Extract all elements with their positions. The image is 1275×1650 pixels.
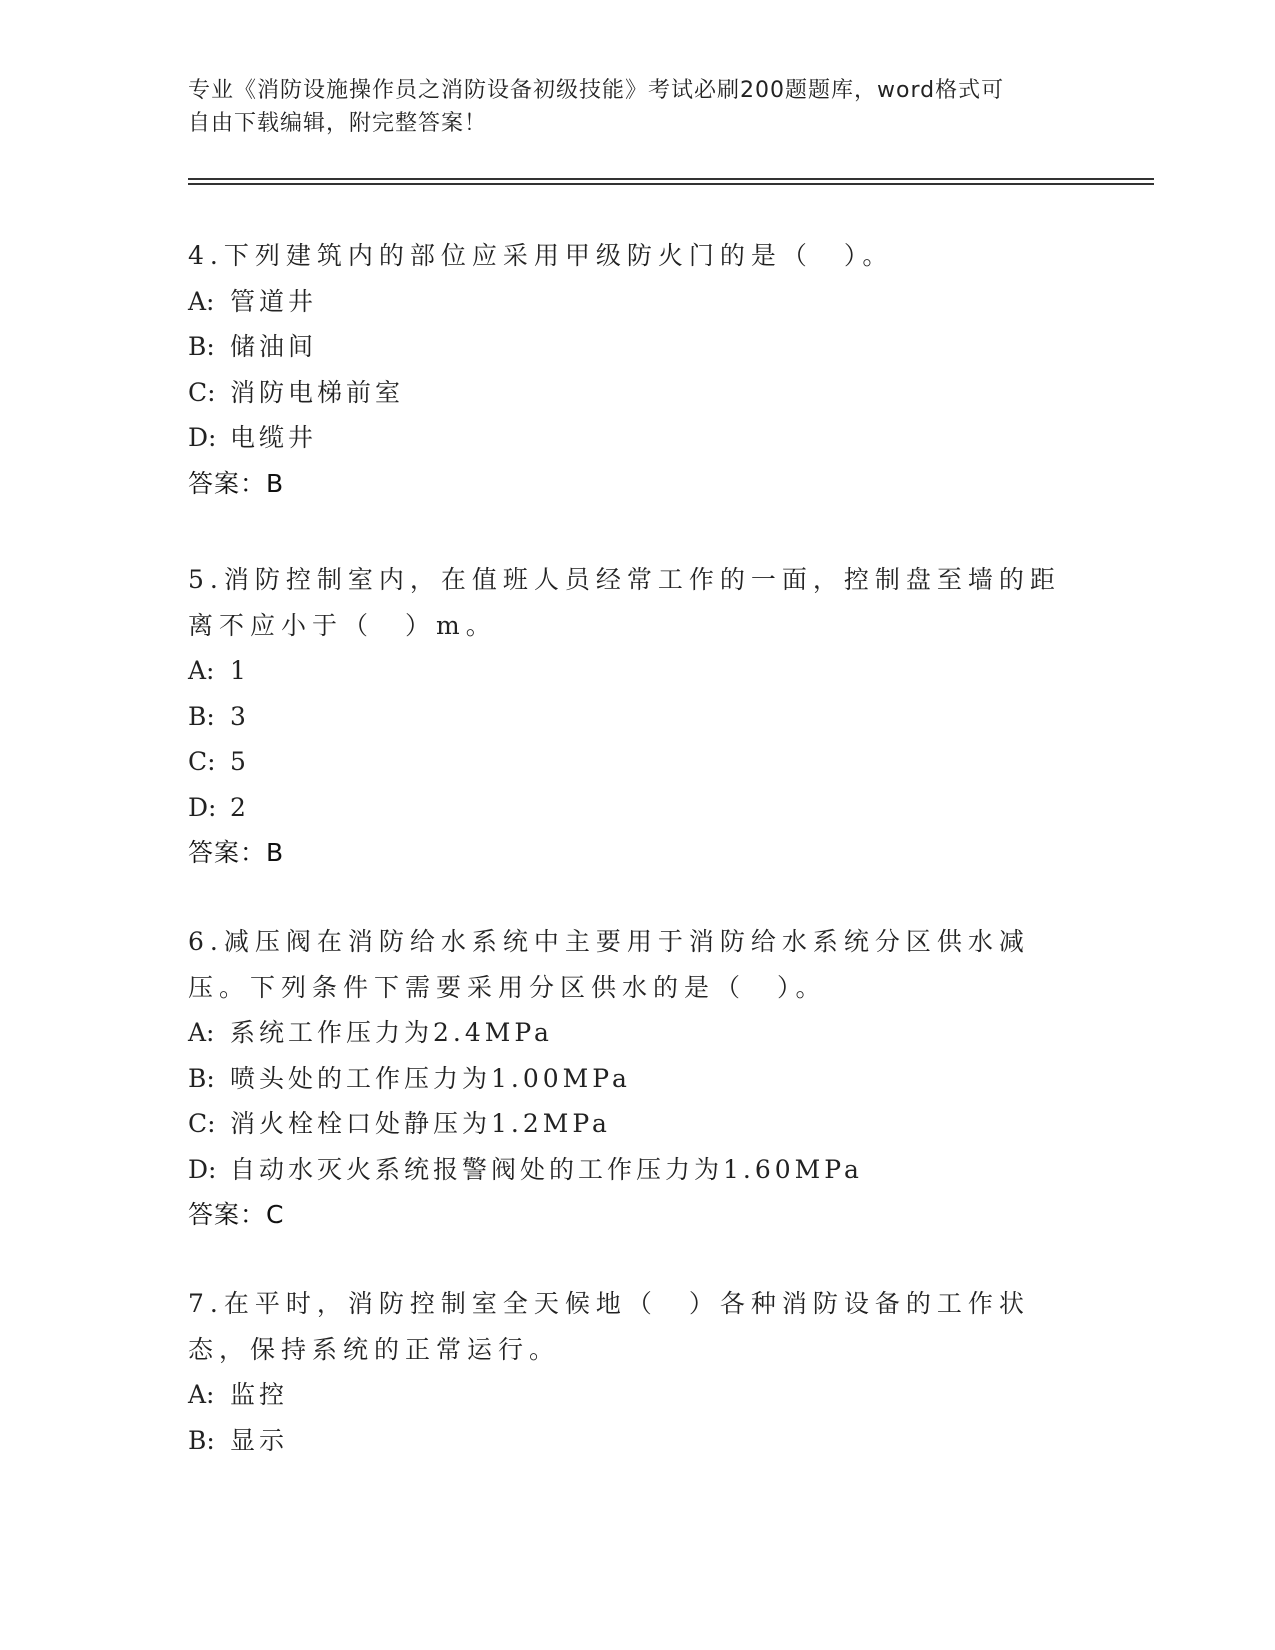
document-header [188, 74, 1068, 140]
option-a [188, 279, 1068, 325]
option-a [188, 648, 1068, 694]
option-letter: B: [188, 701, 215, 731]
question-stem: 4.下列建筑内的部位应采用甲级防火门的是（ ）。 [188, 241, 894, 270]
option-text: 3 [230, 701, 250, 731]
option-letter: A: [188, 1018, 215, 1047]
option-b [188, 694, 1068, 740]
question-5 [188, 557, 1068, 876]
header-divider-bottom [188, 183, 1154, 185]
option-b [188, 1418, 1068, 1464]
option-text: 储油间 [230, 332, 318, 361]
option-text: 监控 [230, 1380, 289, 1409]
option-c [188, 1101, 1068, 1147]
option-a [188, 1010, 1068, 1056]
option-letter: C: [188, 747, 216, 776]
question-stem: 5.消防控制室内，在值班人员经常工作的一面，控制盘至墙的距离不应小于（ ）m。 [188, 565, 1061, 640]
option-text: 5 [230, 747, 250, 776]
option-letter: C: [188, 377, 216, 407]
option-text: 消火栓栓口处静压为1.2MPa [230, 1109, 611, 1138]
option-text: 显示 [230, 1425, 289, 1455]
option-letter: B: [188, 1425, 215, 1455]
option-letter: D: [188, 423, 217, 452]
option-text: 2 [230, 792, 250, 822]
option-letter: C: [188, 1109, 216, 1138]
option-text: 自动水灭火系统报警阀处的工作压力为1.60MPa [230, 1154, 863, 1184]
option-c [188, 370, 1068, 416]
option-b [188, 1056, 1068, 1102]
option-d [188, 1147, 1068, 1193]
answer-line: 答案：B [188, 468, 285, 498]
question-6 [188, 919, 1068, 1238]
question-7 [188, 1281, 1068, 1463]
option-b [188, 324, 1068, 370]
option-letter: D: [188, 792, 217, 822]
question-stem: 7.在平时，消防控制室全天候地（ ）各种消防设备的工作状态，保持系统的正常运行。 [188, 1289, 1030, 1364]
option-letter: B: [188, 332, 215, 361]
option-a [188, 1372, 1068, 1418]
header-divider-top [188, 178, 1154, 180]
question-4 [188, 233, 1068, 507]
header-line-1: 专业《消防设施操作员之消防设备初级技能》考试必刷200题题库，word格式可 [188, 78, 1005, 103]
header-line-2: 自由下载编辑，附完整答案！ [188, 111, 488, 136]
answer-line: 答案：B [188, 838, 285, 867]
question-stem: 6.减压阀在消防给水系统中主要用于消防给水系统分区供水减压。下列条件下需要采用分区供水的是（ ）。 [188, 927, 1030, 1002]
option-text: 1 [230, 656, 250, 685]
option-text: 喷头处的工作压力为1.00MPa [230, 1063, 631, 1093]
option-text: 消防电梯前室 [230, 377, 405, 407]
option-letter: D: [188, 1154, 217, 1184]
option-text: 系统工作压力为2.4MPa [230, 1018, 553, 1047]
option-d [188, 785, 1068, 831]
option-letter: B: [188, 1063, 215, 1093]
option-d [188, 415, 1068, 461]
option-text: 电缆井 [230, 423, 318, 452]
option-letter: A: [188, 1380, 215, 1409]
option-c [188, 739, 1068, 785]
option-text: 管道井 [230, 286, 318, 316]
option-letter: A: [188, 656, 215, 685]
option-letter: A: [188, 286, 215, 316]
answer-line: 答案：C [188, 1200, 285, 1229]
